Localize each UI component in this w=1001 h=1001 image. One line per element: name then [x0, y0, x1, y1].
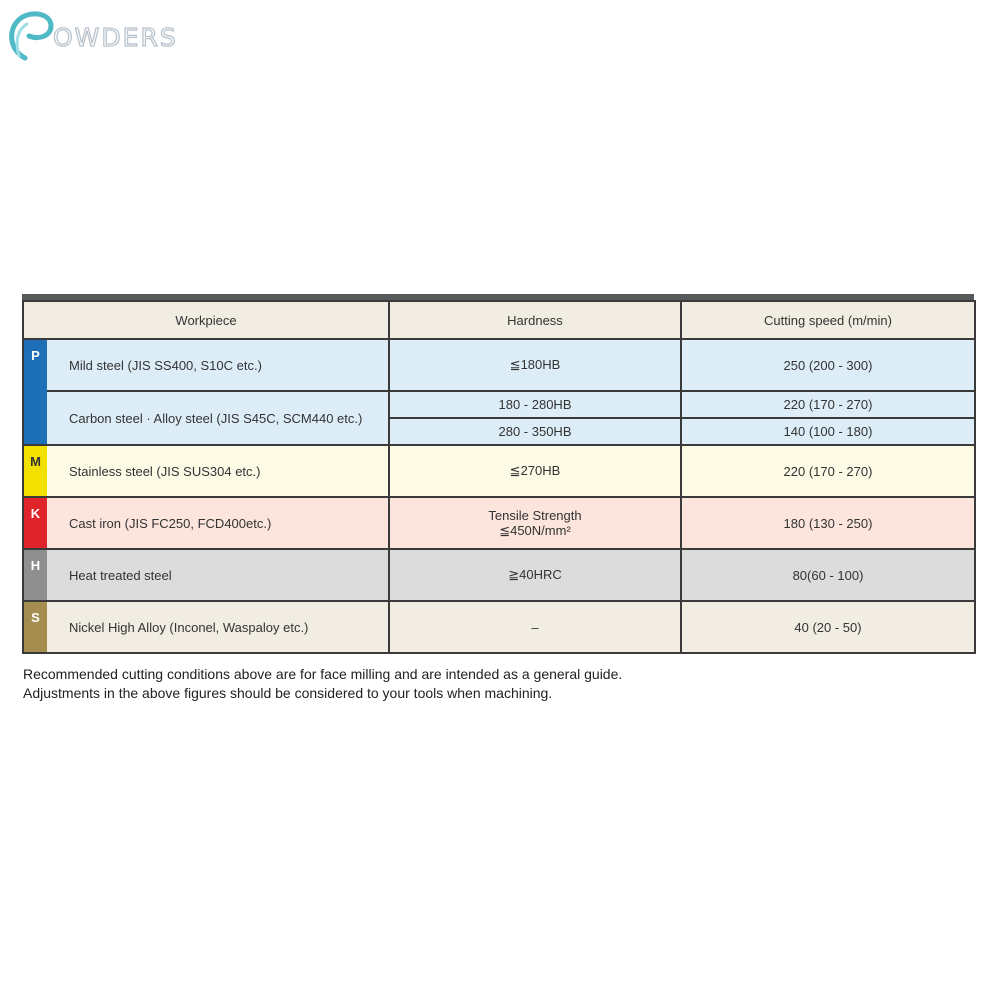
- class-badge-k: K: [23, 497, 47, 549]
- speed-cell: 40 (20 - 50): [681, 601, 975, 653]
- speed-cell: 220 (170 - 270): [681, 391, 975, 418]
- footnote: [23, 665, 622, 702]
- hardness-line1: Tensile Strength: [488, 507, 582, 523]
- speed-cell: 80(60 - 100): [681, 549, 975, 601]
- hardness-cell: –: [389, 601, 681, 653]
- table-row: [23, 497, 975, 549]
- footnote-line1: Recommended cutting conditions above are for face milling and are intended as a general guide.: [23, 666, 623, 682]
- hardness-line2: ≦450N/mm²: [499, 522, 571, 538]
- hardness-cell: ≦270HB: [389, 445, 681, 497]
- workpiece-cell: Stainless steel (JIS SUS304 etc.): [47, 445, 389, 497]
- header-row: [23, 301, 975, 339]
- hardness-cell: [389, 497, 681, 549]
- speed-cell: 180 (130 - 250): [681, 497, 975, 549]
- class-badge-p: P: [23, 339, 47, 445]
- footnote-line2: Adjustments in the above figures should be considered to your tools when machining.: [23, 684, 553, 701]
- class-badge-h: H: [23, 549, 47, 601]
- table-row: [23, 339, 975, 391]
- header-hardness: Hardness: [389, 301, 681, 339]
- header-workpiece: Workpiece: [23, 301, 389, 339]
- hardness-cell: 180 - 280HB: [389, 391, 681, 418]
- class-badge-s: S: [23, 601, 47, 653]
- table-row: [23, 549, 975, 601]
- table-row: [23, 391, 975, 418]
- table-row: [23, 601, 975, 653]
- logo-p-mark-icon: [5, 6, 57, 62]
- hardness-cell: ≧40HRC: [389, 549, 681, 601]
- hardness-cell: 280 - 350HB: [389, 418, 681, 445]
- speed-cell: 220 (170 - 270): [681, 445, 975, 497]
- header-speed: Cutting speed (m/min): [681, 301, 975, 339]
- hardness-cell: ≦180HB: [389, 339, 681, 391]
- workpiece-cell: Carbon steel · Alloy steel (JIS S45C, SCM440 etc.): [47, 391, 389, 445]
- workpiece-cell: Nickel High Alloy (Inconel, Waspaloy etc.): [47, 601, 389, 653]
- logo-text: OWDERS: [53, 23, 178, 52]
- powders-logo: [5, 6, 205, 62]
- workpiece-cell: Cast iron (JIS FC250, FCD400etc.): [47, 497, 389, 549]
- class-badge-m: M: [23, 445, 47, 497]
- speed-cell: 250 (200 - 300): [681, 339, 975, 391]
- table-row: [23, 445, 975, 497]
- workpiece-cell: Heat treated steel: [47, 549, 389, 601]
- workpiece-cell: Mild steel (JIS SS400, S10C etc.): [47, 339, 389, 391]
- speed-cell: 140 (100 - 180): [681, 418, 975, 445]
- cutting-conditions-table: [22, 294, 974, 654]
